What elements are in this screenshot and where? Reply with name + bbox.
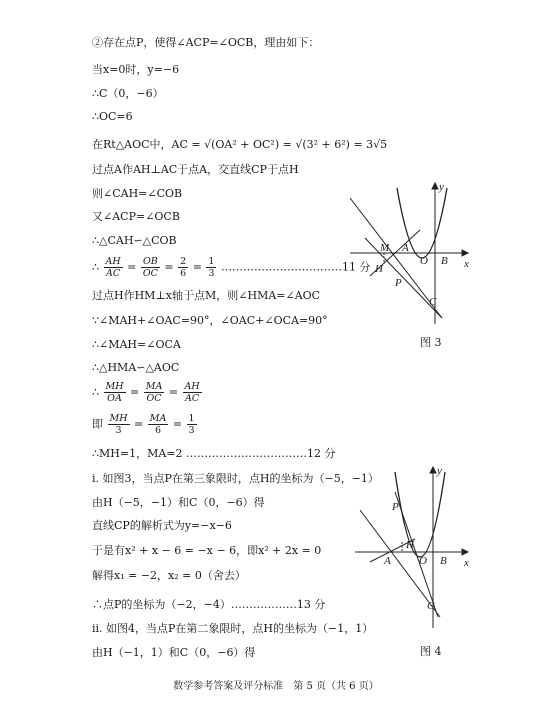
denominator: 6 [180, 268, 187, 279]
line-18: i. 如图3，当点P在第三象限时，点H的坐标为（−5，−1） [92, 472, 379, 485]
label-x: x [464, 557, 469, 569]
numerator: 2 [180, 256, 187, 267]
numerator: MA [145, 381, 163, 392]
label-b: B [441, 255, 448, 267]
line-22: 解得x₁ = −2，x₂ = 0（舍去） [92, 569, 246, 582]
denominator: 3 [115, 425, 122, 436]
denominator: 3 [208, 268, 215, 279]
fraction-ah-ac [183, 381, 202, 404]
numerator: MA [149, 413, 167, 424]
fraction-2-6 [178, 256, 188, 279]
figure-4-caption: 图 4 [420, 645, 442, 658]
line-5: 在Rt△AOC中，AC = √(OA² + OC²) = √(3² + 6²) = 3√5 [92, 138, 388, 151]
label-h: H [375, 263, 383, 275]
label-h: H [406, 539, 414, 551]
score-11: ……………………………11 分 [220, 260, 371, 274]
line-19: 由H（−5，−1）和C（0，−6）得 [92, 496, 265, 509]
line-15: ∴ $\frac{MH}{OA}$ = $\frac{MA}{OC}$ = $\frac{AH}{AC}$ [92, 381, 200, 404]
therefore-symbol: ∴ [92, 385, 99, 399]
label-m: M [380, 242, 390, 254]
line-16: 即 $\frac{MH}{3}$ = $\frac{MA}{6}$ = $\frac{1}{3}$ [92, 413, 195, 436]
fraction-ma-oc [144, 381, 165, 404]
x-arrow-icon [462, 250, 468, 256]
line-21: 于是有x² + x − 6 = −x − 6，即x² + 2x = 0 [92, 544, 322, 557]
numerator: OB [141, 256, 160, 268]
numerator: MH [109, 413, 128, 424]
fraction-ob-oc [141, 256, 160, 279]
fraction-mh-oa [104, 381, 126, 404]
line-20: 直线CP的解析式为y=−x−6 [92, 519, 232, 532]
denominator: AC [185, 393, 200, 404]
line-8: 又∠ACP=∠OCB [92, 210, 180, 223]
denominator: AC [106, 268, 121, 279]
label-p: P [392, 501, 399, 513]
label-x: x [464, 258, 469, 270]
label-o: O [419, 555, 427, 567]
fraction-ma-6 [148, 413, 169, 436]
line-14: ∴△HMA∽△AOC [92, 361, 180, 374]
line-3: ∴C（0，−6） [92, 87, 164, 100]
label-c: C [427, 600, 435, 612]
fraction-1-3 [206, 256, 216, 279]
label-b: B [440, 555, 447, 567]
denominator: 3 [188, 425, 195, 436]
denominator: OC [142, 268, 158, 279]
numerator: AH [105, 256, 121, 267]
label-a: A [384, 555, 391, 567]
line-2: 当x=0时，y=−6 [92, 63, 180, 76]
line-10: ∴ $\frac{AH}{AC}$ = $\frac{OB}{OC}$ = $\frac{2}{6}$ = $\frac{1}{3}$ ……………………………11 分 [92, 256, 371, 279]
line-1: ②存在点P，使得∠ACP=∠OCB，理由如下： [92, 36, 320, 49]
fraction-1-3 [187, 413, 197, 436]
line-6: 过点A作AH⊥AC于点A，交直线CP于点H [92, 163, 299, 176]
label-a: A [402, 242, 409, 254]
namely-word: 即 [92, 417, 103, 431]
label-o: O [420, 255, 428, 267]
y-arrow-icon [430, 467, 436, 473]
figure-3-graph [340, 178, 475, 328]
figure-3-caption: 图 3 [420, 336, 442, 349]
line-23: ∴点P的坐标为（−2，−4）………………13 分 [92, 598, 326, 611]
denominator: 6 [155, 425, 162, 436]
line-11: 过点H作HM⊥x轴于点M，则∠HMA=∠AOC [92, 289, 321, 302]
numerator: MH [105, 381, 124, 392]
label-y: y [439, 181, 444, 193]
y-arrow-icon [432, 183, 438, 189]
label-p: P [395, 277, 402, 289]
line-cp [395, 492, 438, 617]
numerator: 1 [208, 256, 215, 267]
label-y: y [437, 465, 442, 477]
denominator: OC [146, 393, 162, 404]
line-12: ∵∠MAH+∠OAC=90°，∠OAC+∠OCA=90° [92, 314, 328, 327]
therefore-symbol: ∴ [92, 260, 99, 274]
line-13: ∴∠MAH=∠OCA [92, 338, 181, 351]
fraction-mh-3 [108, 413, 130, 436]
x-arrow-icon [462, 549, 468, 555]
line-4: ∴OC=6 [92, 110, 133, 123]
line-25: 由H（−1，1）和C（0，−6）得 [92, 646, 256, 659]
numerator: 1 [188, 413, 195, 424]
figure-4-graph [340, 462, 475, 632]
numerator: AH [184, 381, 200, 392]
denominator: OA [107, 393, 122, 404]
fraction-ah-ac [104, 256, 123, 279]
page-footer: 数学参考答案及评分标准 第 5 页（共 6 页） [173, 681, 379, 692]
line-17: ∴MH=1，MA=2 ……………………………12 分 [92, 447, 336, 460]
label-c: C [429, 296, 437, 308]
line-7: 则∠CAH=∠COB [92, 187, 183, 200]
line-9: ∴△CAH∽△COB [92, 234, 177, 247]
line-24: ii. 如图4，当点P在第二象限时，点H的坐标为（−1，1） [92, 622, 374, 635]
